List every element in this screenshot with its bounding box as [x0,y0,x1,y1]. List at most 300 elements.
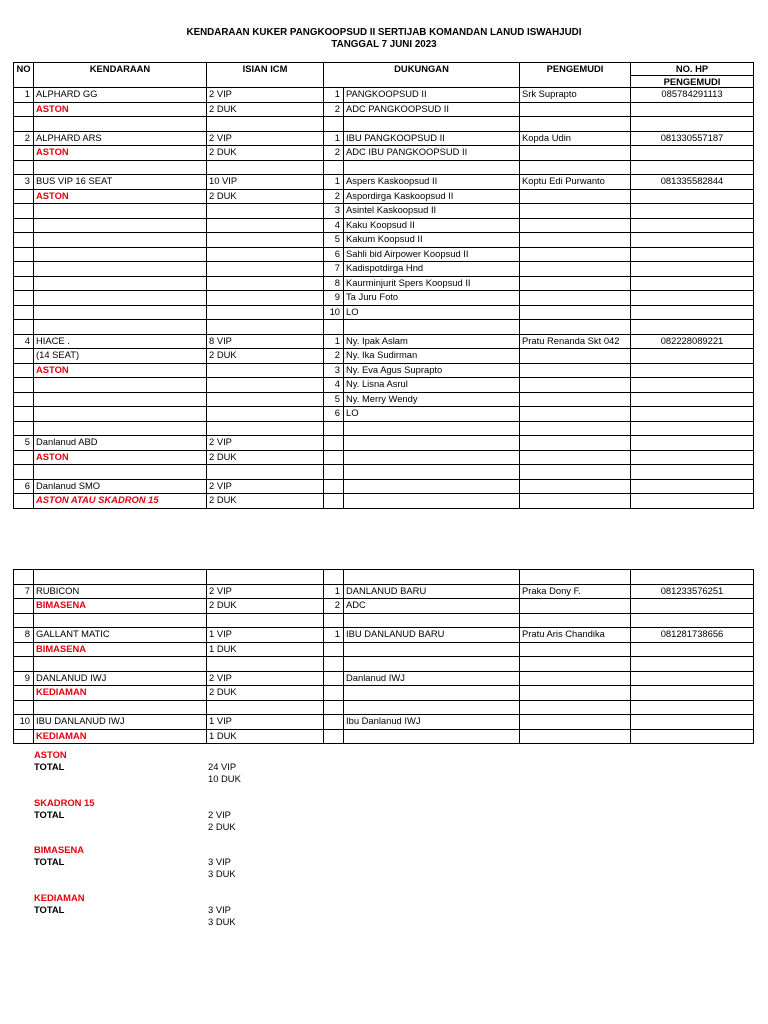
row-hp [631,378,754,393]
row-dukungan-no [324,613,344,628]
vehicle-table-1 [13,62,754,509]
row-isian: 2 DUK [207,102,324,117]
row-dukungan: Asintel Kaskoopsud II [344,204,520,219]
row-hp: 081330557187 [631,131,754,146]
vehicle-table-2 [13,569,754,744]
table-row [14,729,754,744]
row-no: 2 [14,131,34,146]
row-isian [207,276,324,291]
row-dukungan-no [324,479,344,494]
row-pengemudi [520,421,631,436]
row-kendaraan: ALPHARD GG [34,88,207,103]
header-dukungan: DUKUNGAN [324,63,520,88]
row-isian: 2 VIP [207,671,324,686]
row-isian [207,247,324,262]
summary-total-label: TOTAL [34,856,65,867]
row-hp [631,320,754,335]
row-pengemudi [520,700,631,715]
table-row [14,671,754,686]
row-dukungan: ADC PANGKOOPSUD II [344,102,520,117]
summary-duk: 2 DUK [208,821,236,832]
row-hp [631,613,754,628]
table-row [14,450,754,465]
summary-group-label: ASTON [34,749,67,760]
row-dukungan [344,436,520,451]
document-date: TANGGAL 7 JUNI 2023 [331,39,437,50]
row-kendaraan [34,613,207,628]
summary-duk: 10 DUK [208,773,241,784]
row-no [14,613,34,628]
row-dukungan-no: 2 [324,189,344,204]
row-no [14,262,34,277]
table-row [14,233,754,248]
table-row [14,700,754,715]
row-kendaraan: ASTON [34,363,207,378]
row-dukungan-no [324,642,344,657]
row-kendaraan: ASTON [34,102,207,117]
summary-group-label: BIMASENA [34,844,85,855]
row-dukungan-no [324,436,344,451]
table-row [14,262,754,277]
row-no: 10 [14,715,34,730]
row-pengemudi [520,305,631,320]
row-isian [207,657,324,672]
summary-vip: 3 VIP [208,904,231,915]
row-no [14,642,34,657]
row-no [14,657,34,672]
row-kendaraan [34,204,207,219]
row-dukungan-no [324,570,344,585]
row-no [14,233,34,248]
table-row [14,320,754,335]
row-hp [631,349,754,364]
row-no [14,117,34,132]
summary-total-label: TOTAL [34,809,65,820]
header-kendaraan: KENDARAAN [34,63,207,88]
row-kendaraan [34,700,207,715]
row-dukungan: ADC IBU PANGKOOPSUD II [344,146,520,161]
row-hp [631,671,754,686]
row-no [14,729,34,744]
row-dukungan-no [324,465,344,480]
summary-duk: 3 DUK [208,916,236,927]
row-kendaraan: BIMASENA [34,599,207,614]
row-pengemudi [520,494,631,509]
row-pengemudi [520,450,631,465]
table-row [14,584,754,599]
row-kendaraan [34,657,207,672]
row-dukungan: Ny. Lisna Asrul [344,378,520,393]
row-no [14,494,34,509]
row-dukungan [344,117,520,132]
row-dukungan: PANGKOOPSUD II [344,88,520,103]
row-dukungan-no: 8 [324,276,344,291]
summary-total-label: TOTAL [34,761,65,772]
row-kendaraan: ASTON [34,189,207,204]
row-kendaraan: ASTON ATAU SKADRON 15 [34,494,207,509]
row-no [14,392,34,407]
row-no [14,218,34,233]
row-hp [631,570,754,585]
row-no [14,407,34,422]
row-pengemudi [520,233,631,248]
summary-total-label: TOTAL [34,904,65,915]
row-kendaraan [34,247,207,262]
row-hp [631,657,754,672]
row-kendaraan: Danlanud ABD [34,436,207,451]
row-dukungan-no: 1 [324,88,344,103]
row-isian [207,421,324,436]
row-dukungan-no: 1 [324,334,344,349]
row-pengemudi [520,247,631,262]
row-pengemudi [520,479,631,494]
row-pengemudi [520,729,631,744]
table-row [14,88,754,103]
row-hp [631,276,754,291]
row-kendaraan: IBU DANLANUD IWJ [34,715,207,730]
row-pengemudi [520,686,631,701]
row-pengemudi [520,204,631,219]
row-kendaraan: ALPHARD ARS [34,131,207,146]
row-isian: 1 VIP [207,715,324,730]
row-hp: 081281738656 [631,628,754,643]
row-dukungan-no: 1 [324,628,344,643]
row-pengemudi [520,160,631,175]
row-pengemudi: Praka Dony F. [520,584,631,599]
row-kendaraan: HIACE . [34,334,207,349]
table-row [14,276,754,291]
row-hp [631,465,754,480]
row-dukungan [344,700,520,715]
row-dukungan-no: 5 [324,392,344,407]
table-row [14,599,754,614]
row-no [14,450,34,465]
row-dukungan-no: 10 [324,305,344,320]
row-dukungan-no [324,421,344,436]
row-dukungan-no [324,117,344,132]
row-dukungan: ADC [344,599,520,614]
row-dukungan-no: 2 [324,599,344,614]
row-hp [631,450,754,465]
row-dukungan-no: 5 [324,233,344,248]
row-kendaraan [34,276,207,291]
row-no: 7 [14,584,34,599]
row-isian: 2 DUK [207,189,324,204]
row-kendaraan [34,160,207,175]
row-isian: 10 VIP [207,175,324,190]
table-row [14,102,754,117]
row-dukungan: Ta Juru Foto [344,291,520,306]
row-pengemudi [520,613,631,628]
table-row [14,160,754,175]
table-row [14,218,754,233]
row-kendaraan [34,407,207,422]
row-kendaraan [34,320,207,335]
table-row [14,349,754,364]
row-no [14,378,34,393]
row-no: 9 [14,671,34,686]
header-hp-line2: PENGEMUDI [631,75,754,88]
document-title: KENDARAAN KUKER PANGKOOPSUD II SERTIJAB KOMANDAN LANUD ISWAHJUDI [186,27,582,38]
row-isian [207,117,324,132]
row-kendaraan: KEDIAMAN [34,686,207,701]
table-row [14,421,754,436]
row-isian [207,465,324,480]
table-row [14,247,754,262]
row-kendaraan: GALLANT MATIC [34,628,207,643]
table-row [14,657,754,672]
row-kendaraan [34,465,207,480]
table-row [14,363,754,378]
row-isian [207,363,324,378]
row-no [14,686,34,701]
row-hp [631,189,754,204]
table-row [14,479,754,494]
table-row [14,175,754,190]
row-dukungan [344,320,520,335]
row-dukungan: Ibu Danlanud IWJ [344,715,520,730]
row-no [14,291,34,306]
row-no [14,320,34,335]
row-kendaraan: ASTON [34,146,207,161]
row-dukungan: LO [344,305,520,320]
row-no [14,363,34,378]
row-isian: 2 DUK [207,494,324,509]
row-dukungan [344,729,520,744]
row-dukungan [344,450,520,465]
row-hp [631,218,754,233]
row-dukungan: Ny. Eva Agus Suprapto [344,363,520,378]
row-hp [631,305,754,320]
row-dukungan: DANLANUD BARU [344,584,520,599]
row-dukungan [344,421,520,436]
row-no: 5 [14,436,34,451]
table-row [14,686,754,701]
row-hp [631,407,754,422]
table-row [14,117,754,132]
row-pengemudi [520,349,631,364]
row-pengemudi [520,291,631,306]
table-row [14,642,754,657]
row-hp [631,436,754,451]
row-dukungan-no [324,686,344,701]
summary-duk: 3 DUK [208,868,236,879]
row-dukungan: Sahli bid Airpower Koopsud II [344,247,520,262]
row-pengemudi [520,465,631,480]
row-isian: 1 VIP [207,628,324,643]
summary-vip: 3 VIP [208,856,231,867]
row-pengemudi [520,189,631,204]
row-pengemudi [520,363,631,378]
row-kendaraan: RUBICON [34,584,207,599]
row-dukungan-no [324,671,344,686]
row-dukungan-no: 9 [324,291,344,306]
row-dukungan [344,657,520,672]
row-isian [207,320,324,335]
row-isian: 2 DUK [207,146,324,161]
row-dukungan: Kaurminjurit Spers Koopsud II [344,276,520,291]
row-pengemudi: Srk Suprapto [520,88,631,103]
row-hp [631,479,754,494]
row-hp [631,642,754,657]
row-dukungan: Kaku Koopsud II [344,218,520,233]
row-kendaraan: BIMASENA [34,642,207,657]
row-no: 6 [14,479,34,494]
row-hp: 085784291113 [631,88,754,103]
row-no: 8 [14,628,34,643]
header-pengemudi: PENGEMUDI [520,63,631,88]
row-pengemudi [520,378,631,393]
row-pengemudi [520,262,631,277]
row-isian: 2 DUK [207,686,324,701]
row-dukungan [344,570,520,585]
row-pengemudi [520,436,631,451]
table-row [14,613,754,628]
row-isian: 2 VIP [207,436,324,451]
row-no [14,146,34,161]
row-isian: 2 VIP [207,584,324,599]
row-dukungan-no [324,450,344,465]
table-header [14,63,754,76]
row-dukungan: IBU DANLANUD BARU [344,628,520,643]
row-pengemudi [520,657,631,672]
row-hp [631,494,754,509]
row-dukungan-no: 4 [324,218,344,233]
row-dukungan-no: 7 [324,262,344,277]
summary-vip: 24 VIP [208,761,237,772]
row-kendaraan [34,570,207,585]
row-hp: 081335582844 [631,175,754,190]
row-kendaraan [34,305,207,320]
row-no: 1 [14,88,34,103]
table-row [14,305,754,320]
row-kendaraan [34,378,207,393]
row-dukungan-no: 1 [324,131,344,146]
row-dukungan: Kadispotdirga Hnd [344,262,520,277]
table-row [14,465,754,480]
row-pengemudi [520,218,631,233]
row-no [14,700,34,715]
row-isian: 2 VIP [207,479,324,494]
row-pengemudi [520,599,631,614]
row-pengemudi [520,392,631,407]
row-dukungan-no: 3 [324,363,344,378]
row-dukungan [344,479,520,494]
row-kendaraan [34,117,207,132]
row-isian: 2 DUK [207,599,324,614]
row-isian [207,204,324,219]
row-no [14,349,34,364]
table-row [14,146,754,161]
row-hp [631,700,754,715]
summary-vip: 2 VIP [208,809,231,820]
row-hp [631,262,754,277]
table-row [14,204,754,219]
row-no [14,160,34,175]
row-dukungan [344,613,520,628]
row-isian: 1 DUK [207,642,324,657]
row-dukungan: Ny. Ika Sudirman [344,349,520,364]
row-isian: 2 DUK [207,450,324,465]
row-dukungan [344,642,520,657]
row-pengemudi [520,407,631,422]
row-dukungan [344,686,520,701]
row-dukungan: Aspers Kaskoopsud II [344,175,520,190]
row-isian [207,570,324,585]
row-hp [631,599,754,614]
row-kendaraan [34,421,207,436]
row-kendaraan: DANLANUD IWJ [34,671,207,686]
row-isian [207,700,324,715]
row-hp: 082228089221 [631,334,754,349]
table-row [14,570,754,585]
row-no: 3 [14,175,34,190]
row-dukungan-no: 2 [324,349,344,364]
table-row [14,407,754,422]
row-dukungan-no [324,160,344,175]
row-dukungan: Ny. Merry Wendy [344,392,520,407]
row-hp [631,686,754,701]
row-pengemudi [520,671,631,686]
row-dukungan-no [324,700,344,715]
row-pengemudi [520,276,631,291]
header-hp-line1: NO. HP [631,63,754,76]
row-hp [631,117,754,132]
row-kendaraan: BUS VIP 16 SEAT [34,175,207,190]
row-isian: 2 VIP [207,88,324,103]
row-isian [207,218,324,233]
row-isian [207,262,324,277]
row-hp [631,233,754,248]
row-pengemudi [520,146,631,161]
row-dukungan-no: 3 [324,204,344,219]
row-pengemudi: Pratu Renanda Skt 042 [520,334,631,349]
summary-group-label: SKADRON 15 [34,797,95,808]
row-no [14,276,34,291]
row-dukungan-no: 1 [324,584,344,599]
row-dukungan: LO [344,407,520,422]
row-dukungan-no: 1 [324,175,344,190]
row-pengemudi [520,570,631,585]
row-dukungan-no: 6 [324,247,344,262]
row-hp [631,291,754,306]
row-pengemudi [520,102,631,117]
row-isian [207,305,324,320]
row-dukungan-no [324,494,344,509]
row-isian [207,160,324,175]
row-kendaraan [34,218,207,233]
table-row [14,436,754,451]
row-isian [207,291,324,306]
row-isian [207,233,324,248]
row-pengemudi: Kopda Udin [520,131,631,146]
table-row [14,334,754,349]
row-no [14,465,34,480]
row-isian [207,407,324,422]
row-hp [631,392,754,407]
row-isian: 2 VIP [207,131,324,146]
table-row [14,628,754,643]
row-dukungan-no [324,729,344,744]
row-hp [631,363,754,378]
table-row [14,392,754,407]
row-hp [631,102,754,117]
row-dukungan-no: 2 [324,146,344,161]
table-row [14,291,754,306]
header-isian: ISIAN ICM [207,63,324,88]
row-kendaraan [34,291,207,306]
row-dukungan-no [324,657,344,672]
